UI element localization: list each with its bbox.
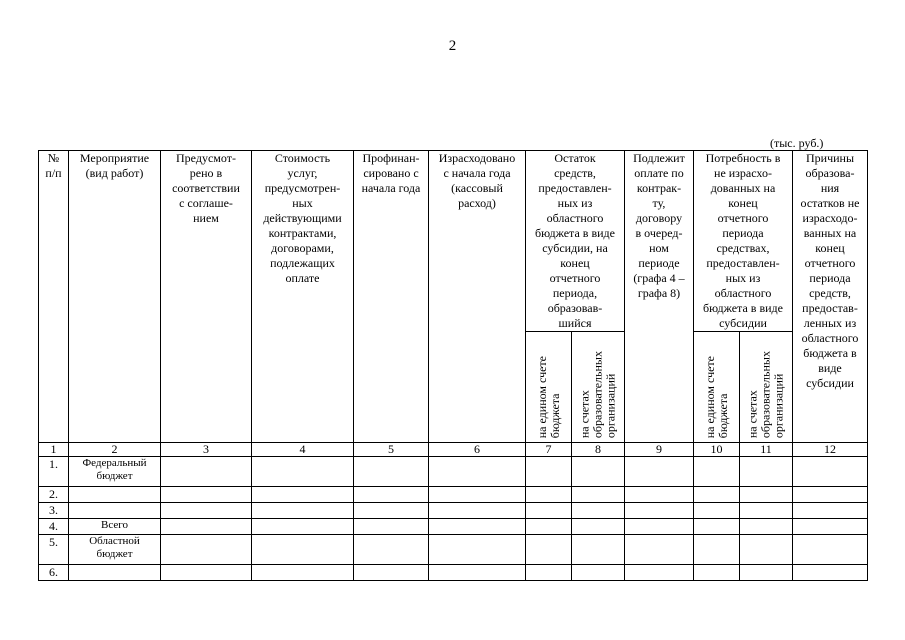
row-number: 5. xyxy=(39,535,69,565)
subheader-need-org-accounts xyxy=(740,332,793,443)
subheader-text: на едином счете бюджета xyxy=(702,355,730,438)
column-number: 6 xyxy=(429,443,526,457)
column-number: 3 xyxy=(161,443,252,457)
row-number: 3. xyxy=(39,503,69,519)
header-number: № п/п xyxy=(39,151,69,443)
column-number: 12 xyxy=(793,443,868,457)
table-row xyxy=(39,565,868,581)
row-name: Областной бюджет xyxy=(69,535,161,565)
header-balance: Остаток средств, предоставлен- ных из областного бюджета в виде субсидии, на конец отчетного периода, образовав- шийся xyxy=(526,151,625,332)
column-number: 9 xyxy=(625,443,694,457)
column-number: 5 xyxy=(354,443,429,457)
subheader-need-single-account xyxy=(694,332,740,443)
header-planned: Предусмот- рено в соответствии с соглаше- нием xyxy=(161,151,252,443)
table-row xyxy=(39,503,868,519)
row-number: 6. xyxy=(39,565,69,581)
row-name xyxy=(69,503,161,519)
row-name xyxy=(69,565,161,581)
column-number-row xyxy=(39,443,868,457)
row-number: 2. xyxy=(39,487,69,503)
subheader-balance-single-account xyxy=(526,332,572,443)
units-note: (тыс. руб.) xyxy=(770,136,824,150)
header-need: Потребность в не израсхо- дованных на конец отчетного периода средствах, предоставлен- ных из областного бюджета в виде субсидии xyxy=(694,151,793,332)
row-name: Всего xyxy=(69,519,161,535)
header-to-pay: Подлежит оплате по контрак- ту, договору в очеред- ном периоде (графа 4 – графа 8) xyxy=(625,151,694,443)
row-name: Федеральный бюджет xyxy=(69,457,161,487)
row-number: 4. xyxy=(39,519,69,535)
table-row xyxy=(39,519,868,535)
column-number: 7 xyxy=(526,443,572,457)
column-number: 10 xyxy=(694,443,740,457)
subheader-balance-org-accounts xyxy=(572,332,625,443)
subheader-text: на едином счете бюджета xyxy=(534,355,562,438)
header-activity: Мероприятие (вид работ) xyxy=(69,151,161,443)
header-contract-cost: Стоимость услуг, предусмотрен- ных действующими контрактами, договорами, подлежащих оплате xyxy=(252,151,354,443)
header-spent: Израсходовано с начала года (кассовый расход) xyxy=(429,151,526,443)
subheader-text: на счетах образовательных организаций xyxy=(577,350,618,438)
header-reasons: Причины образова- ния остатков не израсходо- ванных на конец отчетного периода средств, предостав- ленных из областного бюджета в виде субсидии xyxy=(793,151,868,443)
table-row xyxy=(39,535,868,565)
column-number: 8 xyxy=(572,443,625,457)
table-row xyxy=(39,487,868,503)
column-number: 4 xyxy=(252,443,354,457)
row-name xyxy=(69,487,161,503)
column-number: 11 xyxy=(740,443,793,457)
header-financed: Профинан- сировано с начала года xyxy=(354,151,429,443)
subheader-text: на счетах образовательных организаций xyxy=(745,350,786,438)
header-row-main xyxy=(39,151,868,332)
column-number: 1 xyxy=(39,443,69,457)
report-table xyxy=(38,150,868,581)
table-row xyxy=(39,457,868,487)
column-number: 2 xyxy=(69,443,161,457)
row-number: 1. xyxy=(39,457,69,487)
page-number: 2 xyxy=(448,38,457,54)
